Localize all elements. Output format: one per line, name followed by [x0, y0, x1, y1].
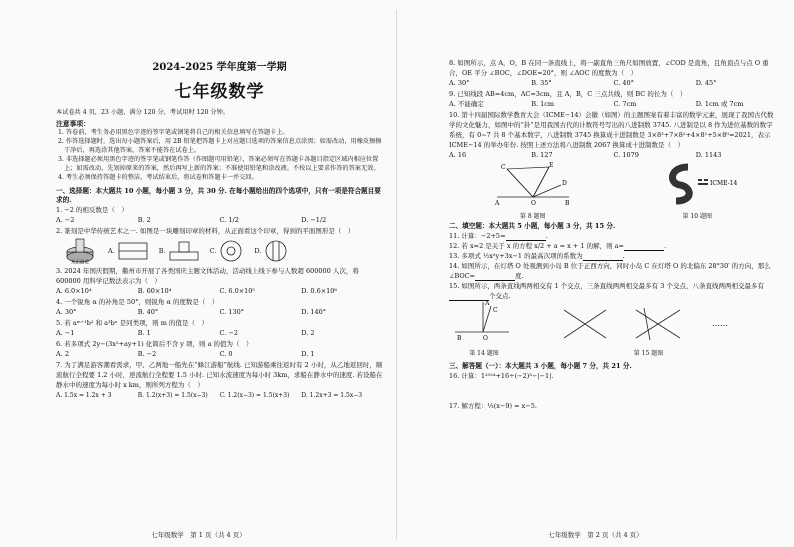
section-2-heading: 二、填空题：本大题共 5 小题，每小题 3 分，共 15 分. — [449, 222, 616, 230]
label-b: B — [457, 335, 462, 342]
option: C. 130° — [219, 308, 245, 316]
question-6: 6. 若多项式 2y−(3x²+ay+1) 化简后不含 y 项，则 a 的值为（ ） — [56, 340, 253, 348]
option: A. 2 — [56, 350, 69, 358]
exam-title: 七年级数学 — [174, 82, 265, 102]
option: A. −2 — [56, 216, 75, 224]
option: D. 1 — [301, 350, 315, 358]
question-12: 12. 若 x=2 是关于 x 的方程 x/2 + a = x + 1 的解，则 a= . — [449, 242, 667, 250]
question-7-options — [56, 390, 383, 401]
option: B. 1.2(x+3) = 1.5(x−3) — [137, 392, 208, 399]
question-4: 4. 一个锐角 α 的补角是 50°，则锐角 α 的度数是（ ） — [56, 298, 219, 306]
answer-blank[interactable] — [506, 233, 546, 241]
option: C. −2 — [219, 329, 238, 337]
note-3: 3. 非选择题必须用黑色字迹的签字笔或钢笔作答（作图题可用铅笔），答案必须写在答题卡各题目指定区域内相应位置上；如需改动，先划掉原来的答案，然后再写上新的答案；不准使用铅笔和涂改液。不按以上要求作答的答案无效。 — [58, 156, 380, 172]
question-11-text: 11. 计算：−2+5= — [449, 232, 506, 240]
note-4: 4. 考生必须保持答题卡的整洁，考试结束后，将试卷和答题卡一并交回。 — [58, 174, 258, 181]
question-3: 3. 2024 年国庆假期，衢州市开展了各类国庆主题文体活动，活动线上线下参与人数超 600000 人次，将 600000 用科学记数法表示为（ ） — [56, 267, 359, 285]
question-13-text: 13. 多项式 ½x²y+3x−1 的最高次项的系数为 — [449, 252, 583, 260]
option: C. 6.0×10⁵ — [219, 287, 256, 295]
option: A. 1.5x = 1.2x + 3 — [56, 392, 112, 399]
option: B. 1 — [137, 329, 151, 337]
icme-text: ICME-14 — [710, 180, 738, 187]
figure-10-caption: 第 10 题图 — [682, 213, 712, 220]
question-12-text: 12. 若 x=2 是关于 x 的方程 x/2 + a = x + 1 的解，则 a= — [449, 242, 625, 250]
question-17: 17. 解方程：⅓(x−9) = x−5. — [449, 402, 537, 410]
option: D. 1cm 或 7cm — [695, 100, 744, 108]
page-2 — [397, 0, 794, 547]
option: D. 140° — [301, 308, 327, 316]
question-9-options — [449, 99, 778, 110]
figure-14-drawing — [449, 298, 515, 344]
question-5: 5. 若 aᵐ⁺¹b² 和 a³bⁿ 是同类项，则 m 的值是（ ） — [56, 319, 208, 327]
question-4-options — [56, 307, 383, 318]
option-c-shape — [216, 239, 246, 263]
seal-drawing — [60, 236, 100, 264]
option: C. 1.2(x−3) = 1.5(x+3) — [219, 392, 290, 399]
page-1-footer: 七年级数学 第 1 页（共 4 页） — [151, 531, 246, 539]
option: A. 不能确定 — [449, 100, 484, 108]
question-3-options — [56, 286, 383, 297]
option: D. 45° — [695, 79, 717, 87]
page-2-footer: 七年级数学 第 2 页（共 4 页） — [548, 531, 643, 539]
question-13: 13. 多项式 ½x²y+3x−1 的最高次项的系数为 . — [449, 252, 625, 260]
option: A. 30° — [449, 79, 470, 87]
figure-8 — [493, 161, 573, 220]
question-14-text: 14. 如图所示，在灯塔 O 处观测到小岛 B 位于正西方向，同时小岛 C 在灯塔 O 的北偏东 28°30′ 的方向，那么 ∠BOC= — [449, 262, 771, 280]
question-14 — [449, 261, 778, 281]
option: A. 6.0×10⁴ — [56, 287, 92, 295]
question-1: 1. −2 的相反数是（ ） — [56, 206, 128, 214]
option: D. 2 — [301, 329, 315, 337]
figure-8-drawing — [493, 161, 573, 207]
option: C. 0 — [219, 350, 233, 358]
label-o: O — [483, 335, 488, 342]
option: C. 1/2 — [219, 216, 239, 224]
question-15-unit: 个交点. — [489, 292, 511, 300]
answer-blank[interactable] — [475, 273, 515, 281]
option: C. 40° — [613, 79, 634, 87]
label-c: C — [493, 307, 498, 314]
answer-blank[interactable] — [624, 243, 664, 251]
svg-text:D: D — [561, 180, 567, 187]
option: D. — [254, 247, 262, 255]
svg-text:E: E — [548, 162, 554, 169]
ellipsis: …… — [711, 319, 728, 328]
figure-15-drawing — [544, 304, 754, 344]
option: D. 1.2x+3 = 1.5x−3 — [301, 392, 363, 399]
figure-10 — [660, 161, 738, 220]
option: A. −1 — [56, 329, 75, 337]
question-11: 11. 计算：−2+5= . — [449, 232, 548, 240]
question-15-text: 15. 如图所示，两条直线两两相交有 1 个交点，三条直线两两相交最多有 3 个交点，八条直线两两相交最多有 — [449, 282, 764, 290]
option: D. 1143 — [695, 151, 722, 159]
option: D. 0.6×10⁶ — [301, 287, 338, 295]
note-2: 2. 作答选择题时，选出每小题答案后，用 2B 铅笔把答题卡上对应题目选项的答案信息点涂黑；如需改动，用橡皮擦擦干净后，再选涂其他答案，答案不能答在试卷上。 — [58, 138, 382, 154]
answer-blank[interactable] — [583, 253, 623, 261]
section-3-heading: 三、解答题（一）：本大题共 3 小题，每小题 7 分，共 21 分. — [449, 362, 632, 370]
question-8: 8. 如图所示，点 A，O，B 在同一条直线上，将一副直角三角尺如图放置，∠COD 是直角，且角顶点与点 O 重合，OE 平分 ∠BOC，∠DOE=20°，则 ∠AOC 的度数为（ ） — [449, 59, 769, 77]
option: B. 60×10⁴ — [137, 287, 172, 295]
figure-14-caption: 第 14 题图 — [469, 350, 499, 357]
question-2-figures — [56, 236, 383, 266]
option-a-shape — [115, 240, 151, 262]
figure-15 — [519, 304, 778, 357]
question-1-options — [56, 215, 383, 226]
question-10: 10. 第十四届国际数学教育大会（ICME−14）会徽（如图）的主题图案有着丰富的数学元素，展现了我国古代数学的文化魅力，如图中的“卦”是用我国古代的计数符号写出的八进制数 3745. 八进制是以 8 作为进位基数的数字系统，有 0~7 共 8 个基本数字，八进制数 3745 换算成十进制数是 3×8³+7×8²+4×8¹+5×8⁰=2021，表示 ICME−14 的举办年份. 按照上述方法将八进制数 2067 换算成十进制数是（ ） — [449, 111, 774, 149]
seal-figure — [56, 236, 104, 266]
option: B. 40° — [137, 308, 159, 316]
option: B. — [158, 247, 166, 255]
option: C. 7cm — [613, 100, 637, 108]
notes-title: 注意事项： — [56, 120, 90, 128]
svg-text:O: O — [530, 200, 536, 207]
question-2: 2. 篆刻是中华传统艺术之一. 如图是一块雕刻印章的材料，从正面看这个印章，得到的平面图形是（ ） — [56, 227, 355, 235]
option: A. — [108, 247, 115, 255]
svg-text:A: A — [494, 200, 500, 207]
question-9: 9. 已知线段 AB=4cm，AC=3cm，且 A，B，C 三点共线，则 BC 的长为（ ） — [449, 90, 687, 98]
svg-text:B: B — [564, 200, 570, 207]
label-a: A — [485, 300, 490, 307]
note-1: 1. 答卷前，考生务必用黑色字迹的签字笔或钢笔将自己的相关信息填写在答题卡上。 — [58, 129, 289, 136]
figure-14 — [449, 298, 519, 357]
figure-8-caption: 第 8 题图 — [519, 213, 546, 220]
exam-intro: 本试卷共 4 页，23 小题，满分 120 分，考试用时 120 分钟。 — [56, 109, 229, 116]
option: C. 1079 — [613, 151, 639, 159]
figures-8-10 — [449, 161, 778, 220]
option: B. 1cm — [531, 100, 555, 108]
question-5-options — [56, 328, 383, 339]
seal-caption: 从正面看 — [71, 260, 89, 266]
question-6-options — [56, 349, 383, 360]
icme-logo — [660, 161, 738, 207]
option: B. 35° — [531, 79, 552, 87]
option: D. −1/2 — [301, 216, 327, 224]
option: C. — [209, 247, 217, 255]
figure-15-caption: 第 15 题图 — [633, 350, 664, 357]
option: A. 30° — [56, 308, 77, 316]
option: A. 16 — [449, 151, 467, 159]
question-10-options — [449, 150, 778, 161]
figures-14-15 — [449, 301, 778, 357]
option: B. 2 — [137, 216, 151, 224]
question-16: 16. 计算：1²⁰²⁴+16÷(−2)³−|−1|. — [449, 372, 554, 380]
question-14-unit: 度. — [515, 272, 524, 280]
option-d-shape — [261, 239, 291, 263]
option: B. 127 — [531, 151, 553, 159]
option: B. −2 — [137, 350, 157, 358]
term-header: 2024–2025 学年度第一学期 — [152, 62, 287, 73]
question-7: 7. 为了满足游客潮看需求，甲、乙两地一船先在“蜂江游船”航线. 已知游船乘往返时有 2 小时，从乙地返回时，顺流航行全程要 1.2 小时，逆流航行全程要 1.5 小时. 已知水流速度为每小时 3km，求船在静水中的速度. 若设船在静水中的速度为每小时 x km，则所列方程为（ ） — [56, 361, 383, 389]
option-b-shape — [166, 240, 202, 262]
svg-text:C: C — [500, 164, 506, 171]
section-1-heading: 一、选择题：本大题共 10 小题，每小题 3 分，共 30 分. 在每小题给出的四个选项中，只有一项是符合题目要求的. — [56, 187, 381, 204]
question-8-options — [449, 78, 778, 89]
